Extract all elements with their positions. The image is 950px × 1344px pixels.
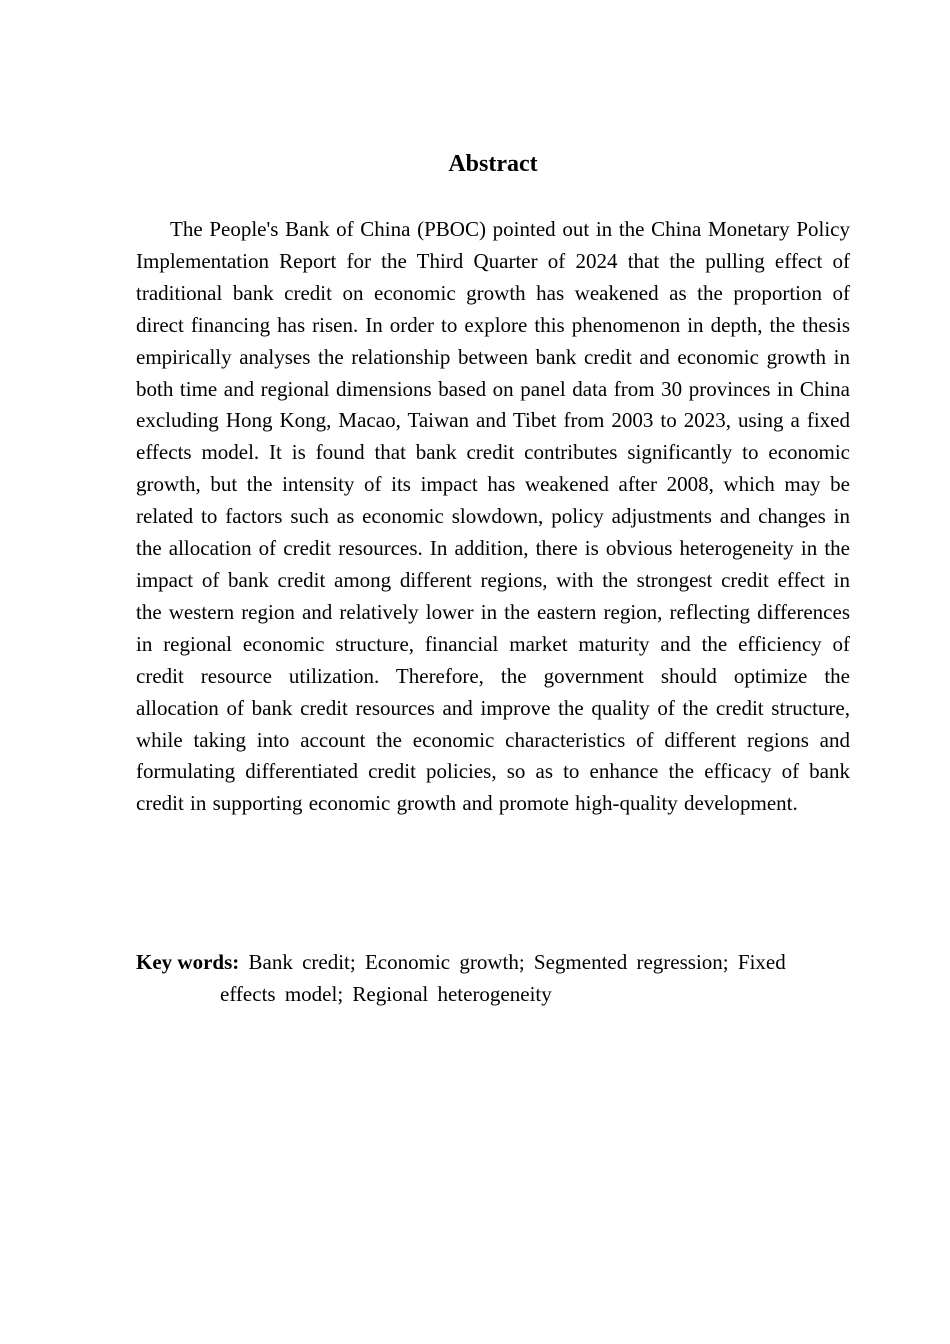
keywords-label: Key words:	[136, 950, 240, 974]
abstract-title: Abstract	[448, 151, 538, 177]
abstract-body: The People's Bank of China (PBOC) pointed out in the China Monetary Policy Implementation Report for the Third Quarter of 2024 that the pulling effect of traditional bank credit on economic growth has weakened as the proportion of direct financing has risen. In order to explore this phenomenon in depth, the thesis empirically analyses the relationship between bank credit and economic growth in both time and regional dimensions based on panel data from 30 provinces in China excluding Hong Kong, Macao, Taiwan and Tibet from 2003 to 2023, using a fixed effects model. It is found that bank credit contributes significantly to economic growth, but the intensity of its impact has weakened after 2008, which may be related to factors such as economic slowdown, policy adjustments and changes in the allocation of credit resources. In addition, there is obvious heterogeneity in the impact of bank credit among different regions, with the strongest credit effect in the western region and relatively lower in the eastern region, reflecting differences in regional economic structure, financial market maturity and the efficiency of credit resource utilization. Therefore, the government should optimize the allocation of bank credit resources and improve the quality of the credit structure, while taking into account the economic characteristics of different regions and formulating differentiated credit policies, so as to enhance the efficacy of bank credit in supporting economic growth and promote high-quality development.	[136, 217, 850, 816]
keywords-paragraph	[136, 946, 836, 1010]
keywords-text: Bank credit; Economic growth; Segmented regression; Fixed effects model; Regional heterogeneity	[220, 950, 786, 1006]
